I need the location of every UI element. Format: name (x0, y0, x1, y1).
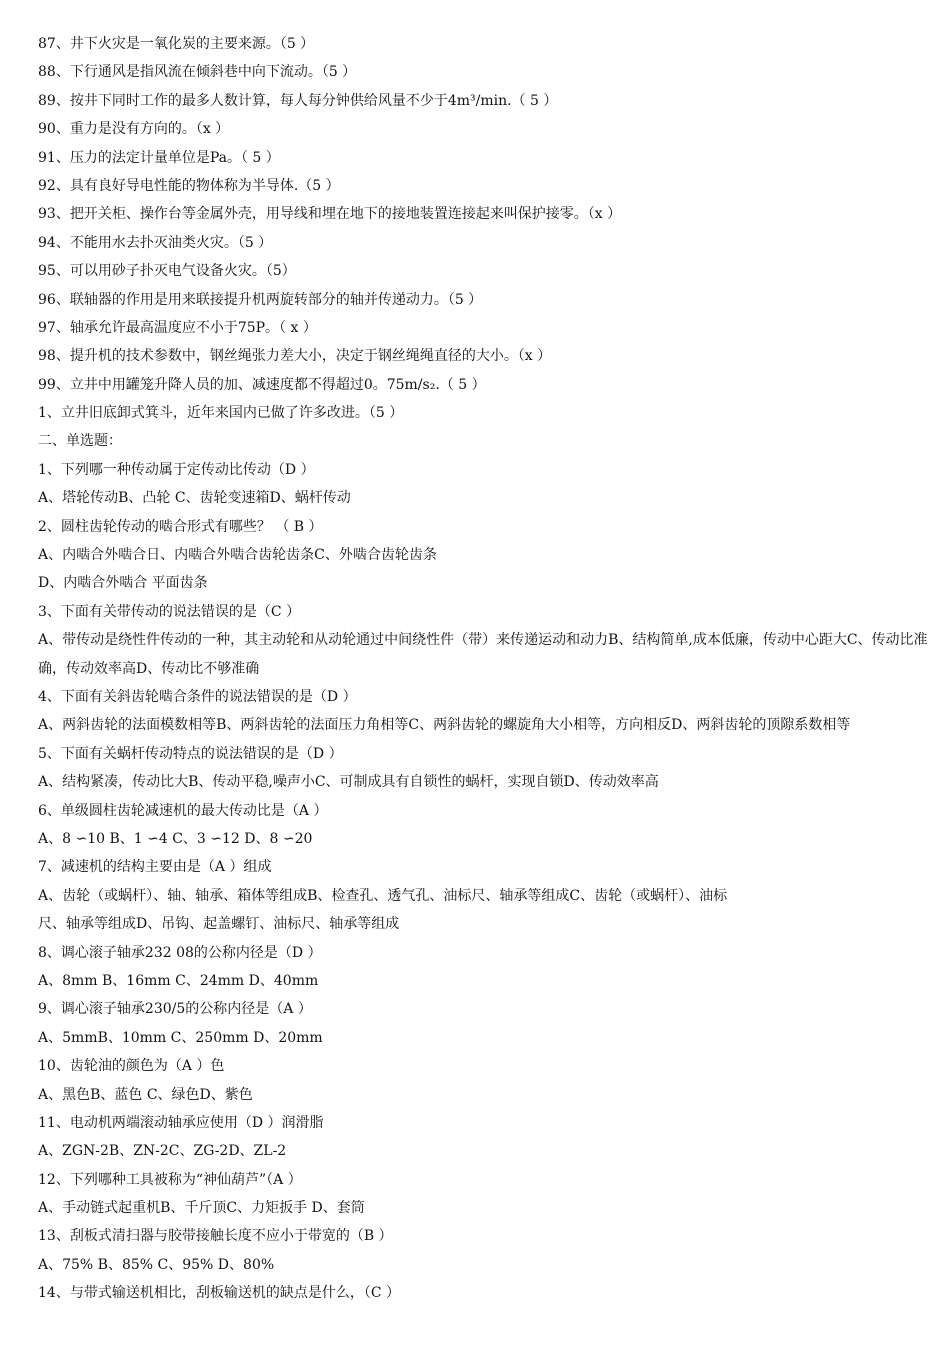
options-line: A、8 ∽10 B、1 ∽4 C、3 ∽12 D、8 ∽20 (38, 830, 313, 847)
options-line: A、齿轮（或蜗杆）、轴、轴承、箱体等组成B、检查孔、透气孔、油标尺、轴承等组成C、齿轮（或蜗杆）、油标 (38, 887, 728, 904)
section-heading: 二、单选题： (38, 433, 122, 450)
options-paragraph: A、带传动是绕性件传动的一种，其主动轮和从动轮通过中间绕性件（带）来传递运动和动力B、结构简单,成本低廉，传动中心距大C、传动比准确，传动效率高D、传动比不够准确 (38, 632, 928, 677)
options-line: A、塔轮传动B、凸轮 C、齿轮变速箱D、蜗杆传动 (38, 490, 351, 507)
question-line: 11、电动机两端滚动轴承应使用（D ）润滑脂 (38, 1114, 324, 1131)
question-line: 2、圆柱齿轮传动的啮合形式有哪些？ （ B ） (38, 518, 323, 535)
options-line: A、黑色B、蓝色 C、绿色D、紫色 (38, 1086, 253, 1103)
options-line: 尺、轴承等组成D、吊钩、起盖螺钉、油标尺、轴承等组成 (38, 916, 400, 933)
text-line: 99、立井中用罐笼升降人员的加、减速度都不得超过0。75m/s₂.（ 5 ） (38, 376, 486, 393)
question-line: 1、下列哪一种传动属于定传动比传动（D ） (38, 461, 315, 478)
text-line: 93、把开关柜、操作台等金属外壳，用导线和埋在地下的接地装置连接起来叫保护接零。（x ） (38, 206, 622, 223)
text-line: 1、立井旧底卸式箕斗，近年来国内已做了许多改进。（5 ） (38, 405, 404, 422)
text-line: 91、压力的法定计量单位是Pa。（ 5 ） (38, 149, 280, 166)
options-line: D、内啮合外啮合 平面齿条 (38, 575, 208, 592)
question-line: 8、调心滚子轴承232 08的公称内径是（D ） (38, 944, 322, 961)
options-line: A、内啮合外啮合日、内啮合外啮合齿轮齿条C、外啮合齿轮齿条 (38, 547, 437, 564)
text-line: 95、可以用砂子扑灭电气设备火灾。（5） (38, 263, 296, 280)
text-line: 90、重力是没有方向的。（x ） (38, 121, 230, 138)
options-line: A、5mmB、10mm C、250mm D、20mm (38, 1029, 323, 1046)
question-line: 12、下列哪种工具被称为“神仙葫芦”（A ） (38, 1171, 302, 1188)
text-line: 98、提升机的技术参数中，钢丝绳张力差大小，决定于钢丝绳绳直径的大小。（x ） (38, 348, 552, 365)
text-line: 92、具有良好导电性能的物体称为半导体.（5 ） (38, 177, 340, 194)
question-line: 10、齿轮油的颜色为（A ）色 (38, 1058, 225, 1075)
text-line: 87、井下火灾是一氧化炭的主要来源。（5 ） (38, 36, 315, 52)
text-line: 97、轴承允许最高温度应不小于75P。（ x ） (38, 319, 317, 336)
document-body (38, 30, 930, 1308)
question-line: 13、刮板式清扫器与胶带接触长度不应小于带宽的（B ） (38, 1228, 393, 1245)
options-line: A、结构紧凑，传动比大B、传动平稳,噪声小C、可制成具有自锁性的蜗杆，实现自锁D、传动效率高 (38, 774, 659, 791)
options-line: A、手动链式起重机B、千斤顶C、力矩扳手 D、套筒 (38, 1200, 365, 1217)
question-line: 9、调心滚子轴承230/5的公称内径是（A ） (38, 1001, 312, 1018)
text-line: 96、联轴器的作用是用来联接提升机两旋转部分的轴并传递动力。（5 ） (38, 291, 483, 308)
question-line: 14、与带式输送机相比，刮板输送机的缺点是什么，（C ） (38, 1285, 400, 1302)
text-line: 89、按井下同时工作的最多人数计算，每人每分钟供给风量不少于4m³/min.（ 5 ） (38, 92, 558, 109)
options-line: A、75% B、85% C、95% D、80% (38, 1256, 275, 1273)
options-line: A、ZGN-2B、ZN-2C、ZG-2D、ZL-2 (38, 1143, 287, 1160)
question-line: 6、单级圆柱齿轮减速机的最大传动比是（A ） (38, 802, 328, 819)
text-line: 88、下行通风是指风流在倾斜巷中向下流动。（5 ） (38, 64, 357, 81)
question-line: 5、下面有关蜗杆传动特点的说法错误的是（D ） (38, 745, 343, 762)
options-paragraph: A、两斜齿轮的法面模数相等B、两斜齿轮的法面压力角相等C、两斜齿轮的螺旋角大小相等，方向相反D、两斜齿轮的顶隙系数相等 (38, 717, 851, 734)
question-line: 4、下面有关斜齿轮啮合条件的说法错误的是（D ） (38, 689, 357, 706)
options-line: A、8mm B、16mm C、24mm D、40mm (38, 972, 319, 989)
question-line: 7、减速机的结构主要由是（A ）组成 (38, 859, 272, 876)
question-line: 3、下面有关带传动的说法错误的是（C ） (38, 603, 301, 620)
text-line: 94、不能用水去扑灭油类火灾。（5 ） (38, 234, 273, 251)
